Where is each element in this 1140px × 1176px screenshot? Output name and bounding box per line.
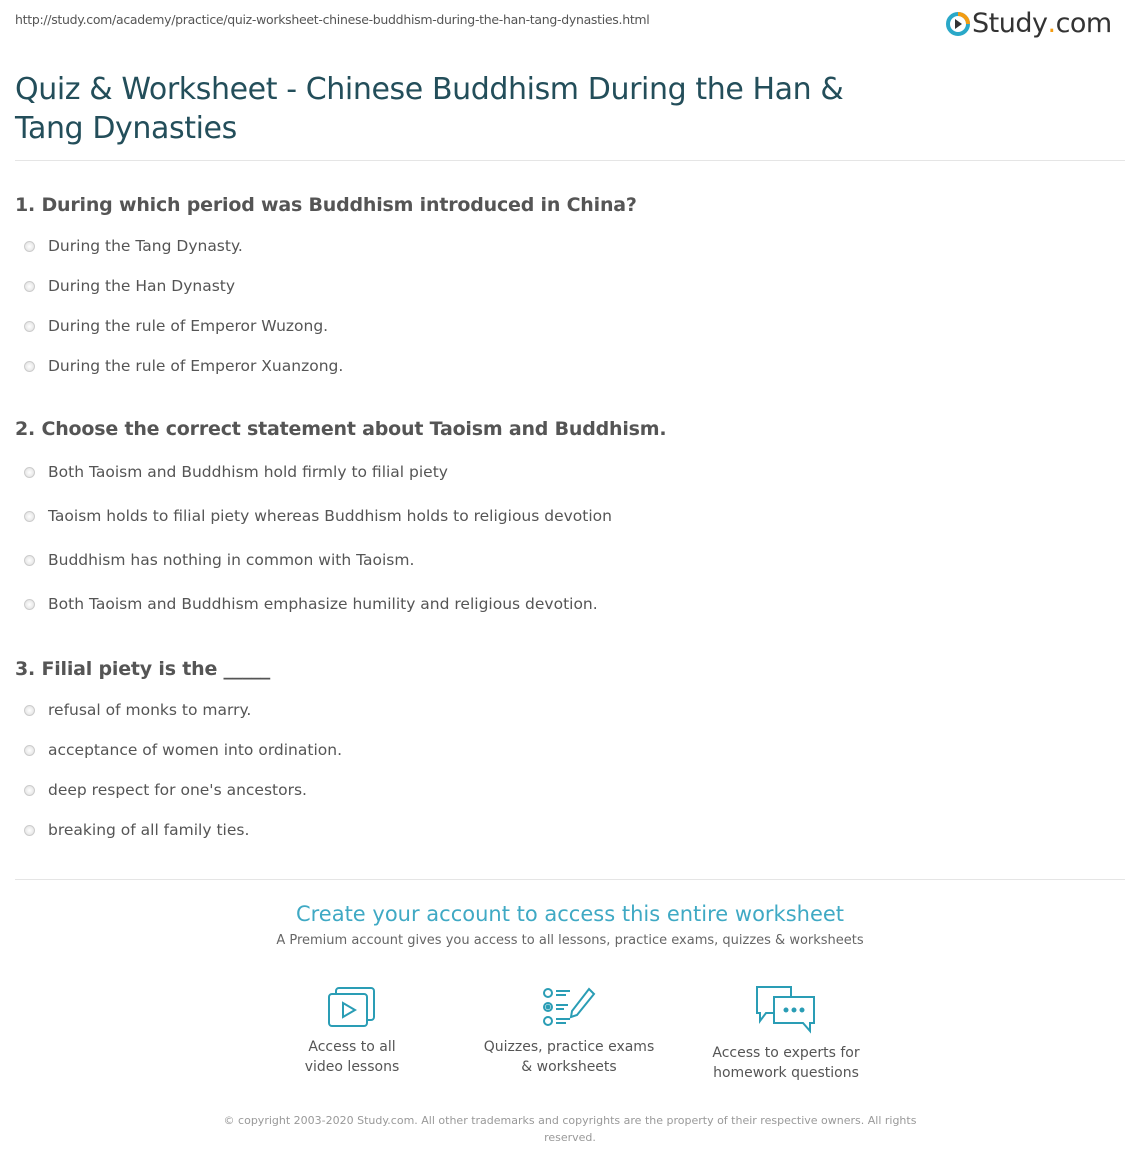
option-label: Buddhism has nothing in common with Taoism.: [48, 551, 415, 569]
create-account-link[interactable]: Create your account to access this entire worksheet: [295, 902, 845, 926]
logo-name: Study: [972, 8, 1048, 39]
radio-button[interactable]: [24, 745, 35, 756]
radio-button[interactable]: [24, 281, 35, 292]
radio-button[interactable]: [24, 511, 35, 522]
answer-option[interactable]: [24, 781, 307, 799]
option-label: breaking of all family ties.: [48, 821, 250, 839]
option-label: During the Han Dynasty: [48, 277, 236, 295]
logo-suffix: com: [1055, 8, 1112, 39]
page-title: Quiz & Worksheet - Chinese Buddhism During the Han & Tang Dynasties: [15, 72, 844, 146]
question-3: 3. Filial piety is the _____: [15, 658, 271, 680]
radio-button[interactable]: [24, 241, 35, 252]
radio-button[interactable]: [24, 785, 35, 796]
radio-button[interactable]: [24, 555, 35, 566]
copyright: © copyright 2003-2020 Study.com. All other trademarks and copyrights are the property of their respective owners. All rights reserved.: [223, 1114, 917, 1144]
answer-option[interactable]: [24, 317, 328, 335]
radio-button[interactable]: [24, 599, 35, 610]
radio-button[interactable]: [24, 825, 35, 836]
feature-text: video lessons: [304, 1059, 400, 1075]
answer-option[interactable]: [24, 507, 612, 525]
radio-button[interactable]: [24, 361, 35, 372]
option-label: acceptance of women into ordination.: [48, 741, 343, 759]
divider: [15, 879, 1125, 880]
logo-dot: .: [1047, 8, 1056, 39]
answer-option[interactable]: [24, 741, 342, 759]
option-label: During the rule of Emperor Wuzong.: [48, 317, 329, 335]
radio-button[interactable]: [24, 321, 35, 332]
feature-text: & worksheets: [521, 1059, 617, 1075]
radio-button[interactable]: [24, 467, 35, 478]
question-2: 2. Choose the correct statement about Taoism and Buddhism.: [15, 418, 667, 440]
play-logo-icon: [946, 12, 970, 36]
feature-text: homework questions: [713, 1065, 859, 1081]
answer-option[interactable]: [24, 551, 414, 569]
feature-text: Access to all: [308, 1039, 396, 1055]
feature-video-lessons: [252, 985, 452, 1077]
study-logo[interactable]: [946, 8, 1112, 39]
video-lessons-icon: [326, 985, 378, 1029]
answer-option[interactable]: [24, 595, 598, 613]
option-label: During the rule of Emperor Xuanzong.: [48, 357, 344, 375]
option-label: Both Taoism and Buddhism emphasize humility and religious devotion.: [48, 595, 598, 613]
premium-description: A Premium account gives you access to all lessons, practice exams, quizzes & worksheets: [276, 933, 864, 948]
option-label: During the Tang Dynasty.: [48, 237, 243, 255]
divider: [15, 160, 1125, 161]
answer-option[interactable]: [24, 821, 249, 839]
answer-option[interactable]: [24, 701, 251, 719]
feature-quizzes: [469, 985, 669, 1077]
question-1: 1. During which period was Buddhism introduced in China?: [15, 194, 637, 216]
option-label: Both Taoism and Buddhism hold firmly to filial piety: [48, 463, 448, 481]
answer-option[interactable]: [24, 237, 243, 255]
answer-option[interactable]: [24, 357, 343, 375]
chat-bubbles-icon: [754, 985, 818, 1035]
answer-option[interactable]: [24, 463, 448, 481]
option-label: deep respect for one's ancestors.: [48, 781, 307, 799]
page-url: http://study.com/academy/practice/quiz-worksheet-chinese-buddhism-during-the-han-tang-dynasties.html: [15, 12, 650, 27]
feature-experts: [686, 985, 886, 1083]
option-label: refusal of monks to marry.: [48, 701, 252, 719]
radio-button[interactable]: [24, 705, 35, 716]
feature-text: Quizzes, practice exams: [483, 1039, 655, 1055]
answer-option[interactable]: [24, 277, 235, 295]
quiz-checklist-icon: [541, 985, 597, 1029]
feature-text: Access to experts for: [712, 1045, 860, 1061]
option-label: Taoism holds to filial piety whereas Buddhism holds to religious devotion: [48, 507, 612, 525]
